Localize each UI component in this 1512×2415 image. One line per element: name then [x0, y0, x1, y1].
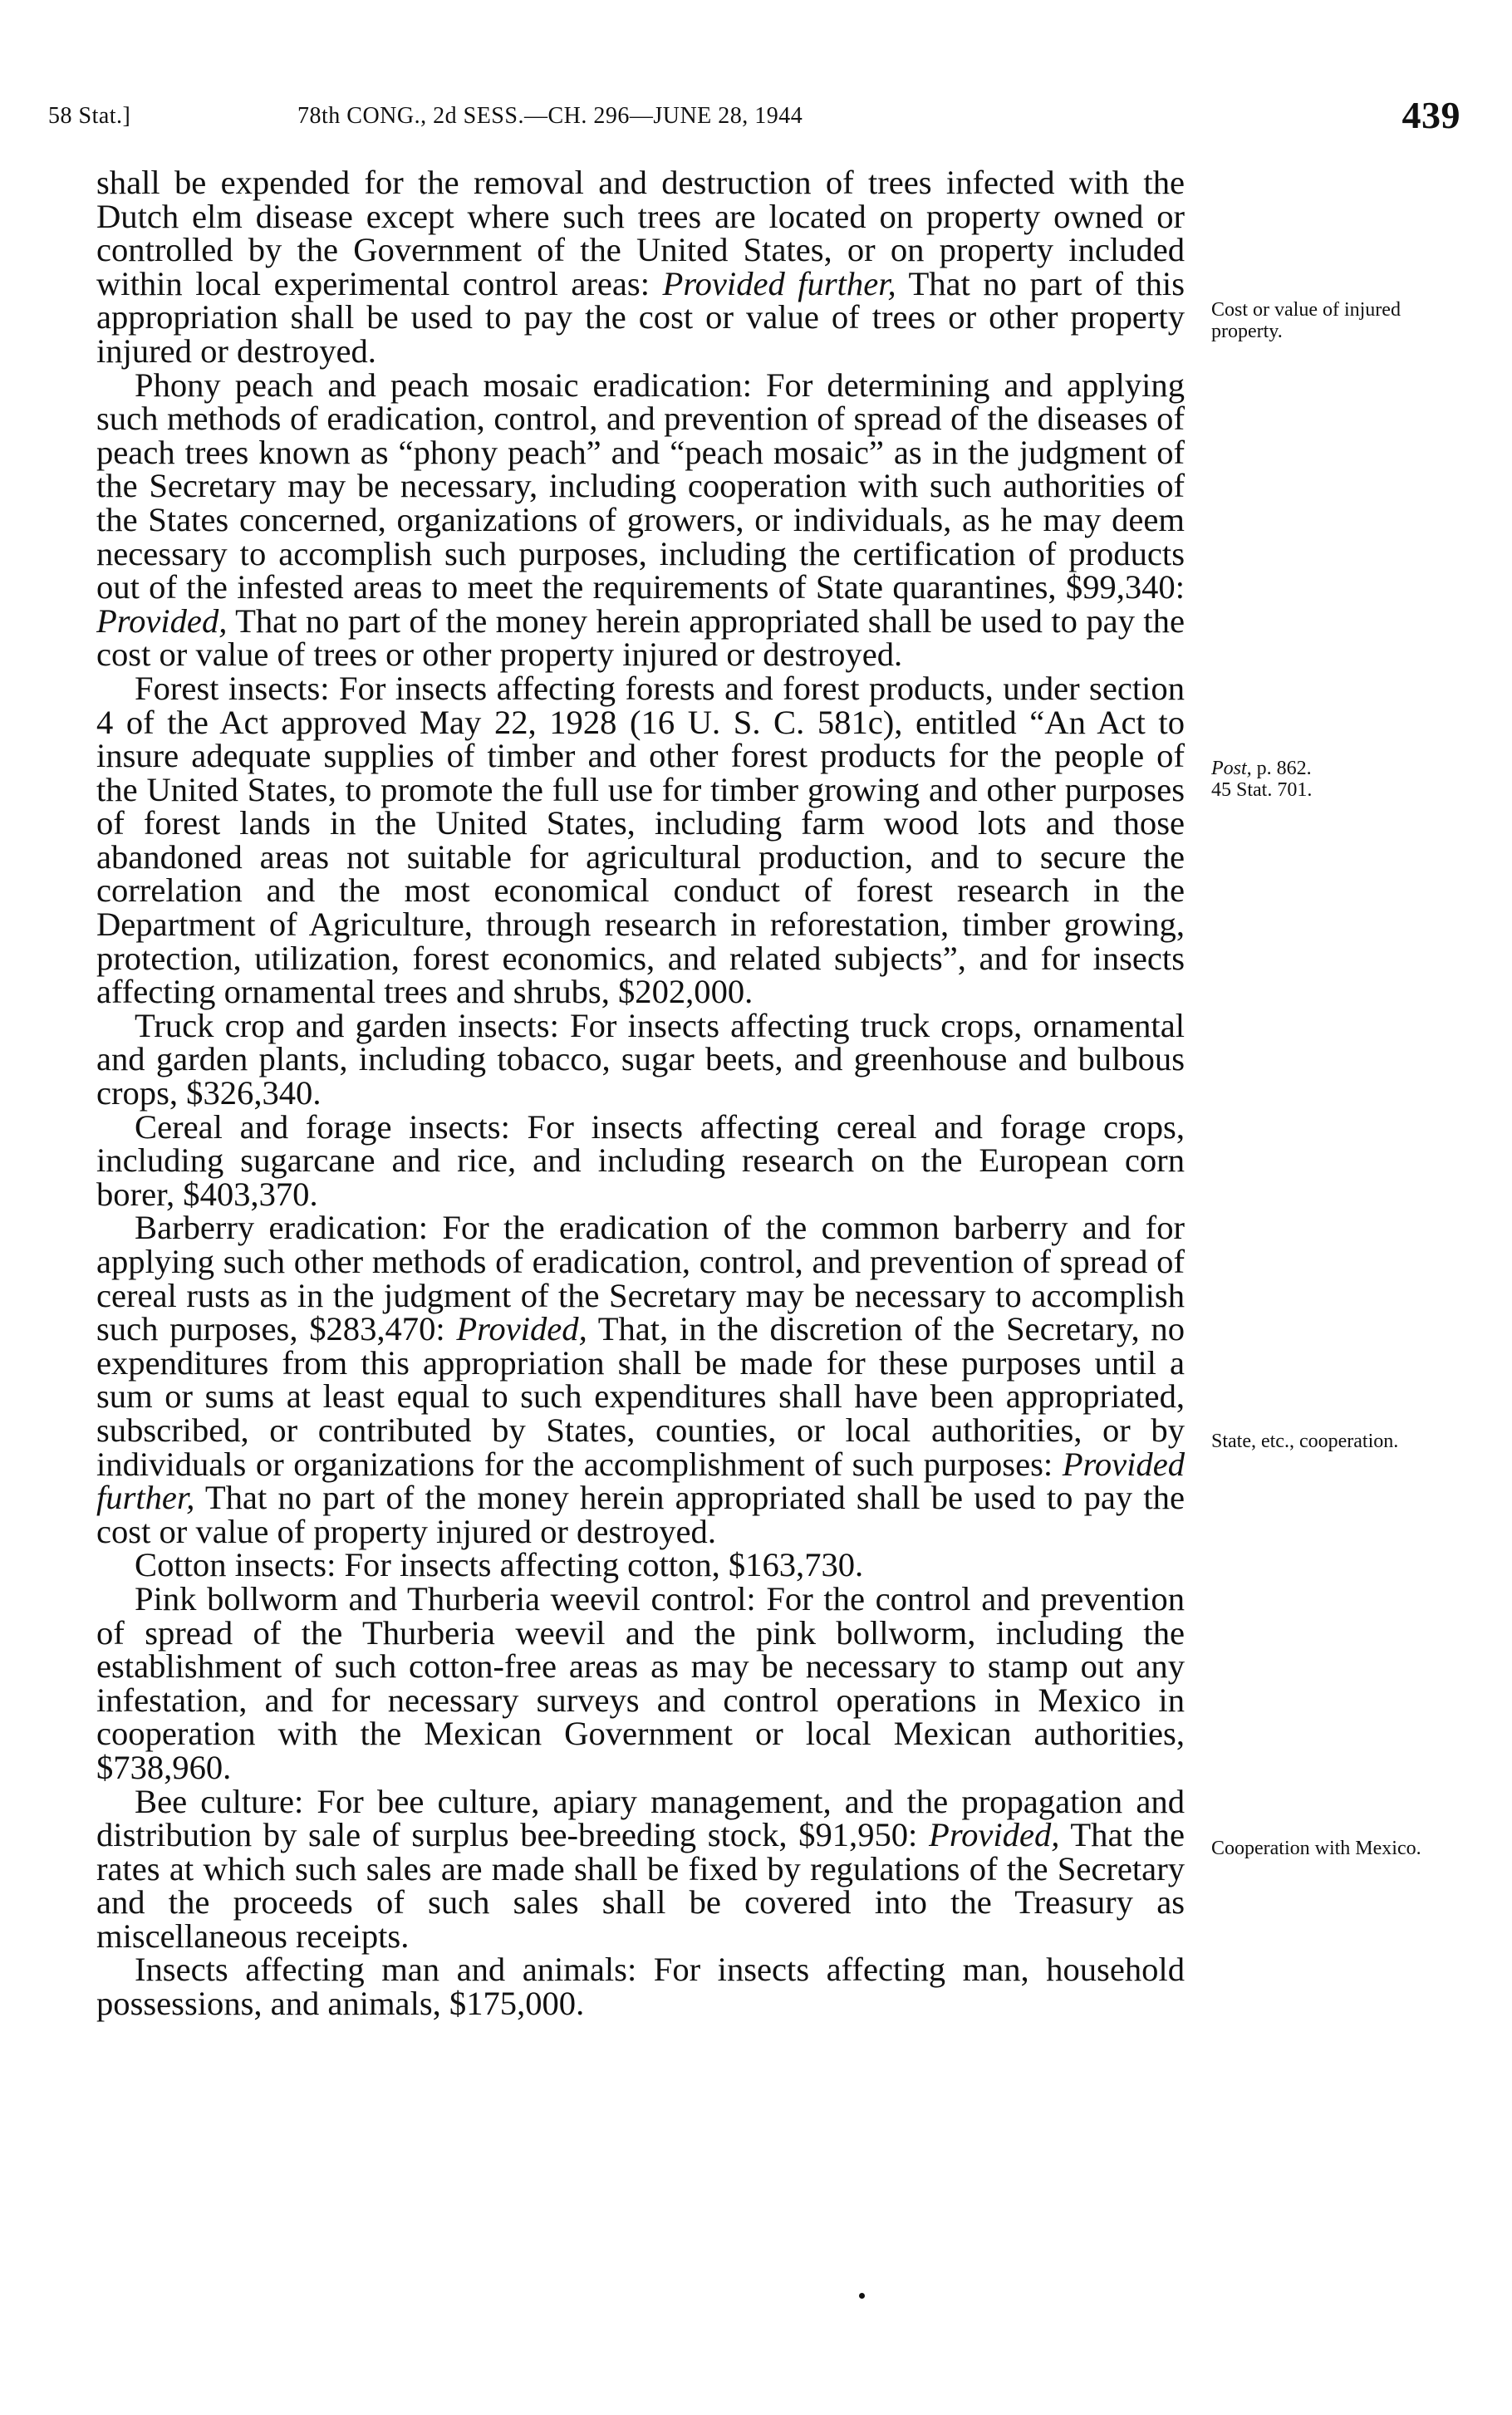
page-number: 439	[1402, 94, 1460, 136]
paragraph-phony-peach: Phony peach and peach mosaic eradication: For determining and applying such methods of eradication, control, and prevention of spread of the diseases of peach trees known as “phony peach” and “peach mosaic” as in the judgment of the Secretary may be necessary, including cooperation with such authorities of the States concerned, organizations of growers, or individuals, as he may deem necessary to accomplish such purposes, including the certification of products out of the infested areas to meet the requirements of State quarantines, $99,340: Provided, That no part of the money herein appropriated shall be used to pay the cost or value of trees or other property injured or destroyed.	[96, 366, 1185, 674]
statute-text	[96, 166, 1185, 2021]
paragraph-cereal-forage: Cereal and forage insects: For insects affecting cereal and forage crops, including sugarcane and rice, and including research on the European corn borer, $403,370.	[96, 1107, 1185, 1213]
paragraph-barberry: Barberry eradication: For the eradication of the common barberry and for applying such other methods of eradication, control, and prevention of spread of cereal rusts as in the judgment of the Secretary may be necessary to accomplish such purposes, $283,470: Provided, That, in the discretion of the Secretary, no expenditures from this appropriation shall be made for these purposes until a sum or sums at least equal to such expenditures shall have been appropriated, subscribed, or contributed by States, counties, or local authorities, or by individuals or organizations for the accomplishment of such purposes: Provided further, That no part of the money herein appropriated shall be used to pay the cost or value of property injured or destroyed.	[96, 1209, 1185, 1550]
page-dot	[859, 2293, 865, 2299]
session-reference: 78th CONG., 2d SESS.—CH. 296—JUNE 28, 1944	[297, 103, 803, 129]
paragraph-cotton: Cotton insects: For insects affecting cotton, $163,730.	[135, 1546, 864, 1584]
paragraph-pink-bollworm: Pink bollworm and Thurberia weevil control: For the control and prevention of spread of the Thurberia weevil and the pink bollworm, including the establishment of such cotton-free areas as may be necessary to stamp out any infestation, and for necessary surveys and control operations in Mexico in cooperation with the Mexican Government or local Mexican authorities, $738,960.	[96, 1579, 1185, 1786]
margin-note-mexico-cooperation: Cooperation with Mexico.	[1211, 1838, 1421, 1859]
volume-reference: 58 Stat.]	[48, 103, 131, 129]
paragraph-bee-culture: Bee culture: For bee culture, apiary management, and the propagation and distribution by sale of surplus bee-breeding stock, $91,950: Provided, That the rates at which such sales are made shall be fixed by regulations of the Secretary and the proceeds of such sales shall be covered into the Treasury as miscellaneous receipts.	[96, 1782, 1185, 1955]
running-header	[48, 94, 1460, 148]
margin-note-state-cooperation: State, etc., cooperation.	[1211, 1431, 1399, 1452]
paragraph-forest-insects: Forest insects: For insects affecting forests and forest products, under section 4 of the Act approved May 22, 1928 (16 U. S. C. 581c), entitled “An Act to insure adequate supplies of timber and other forest products for the people of the United States, to promote the full use for timber growing and other purposes of forest lands in the United States, including farm wood lots and those abandoned areas not suitable for agricultural production, and to secure the correlation and the most economical conduct of forest research in the Department of Agriculture, through research in reforestation, timber growing, protection, utilization, forest economics, and related subjects”, and for insects affecting ornamental trees and shrubs, $202,000.	[96, 669, 1185, 1011]
paragraph-dutch-elm: shall be expended for the removal and destruction of trees infected with the Dutch elm disease except where such trees are located on property owned or controlled by the Government of the United States, or on property included within local experimental control areas: Provided further, That no part of this appropriation shall be used to pay the cost or value of trees or other property injured or destroyed.	[96, 164, 1185, 370]
paragraph-man-animals: Insects affecting man and animals: For insects affecting man, household possessions, and animals, $175,000.	[96, 1951, 1185, 2023]
margin-note-cost-value: Cost or value of injured property.	[1211, 299, 1401, 342]
paragraph-truck-crop: Truck crop and garden insects: For insects affecting truck crops, ornamental and garden plants, including tobacco, sugar beets, and greenhouse and bulbous crops, $326,340.	[96, 1006, 1185, 1112]
margin-note-statute-ref: Post, p. 862. 45 Stat. 701.	[1211, 758, 1313, 801]
